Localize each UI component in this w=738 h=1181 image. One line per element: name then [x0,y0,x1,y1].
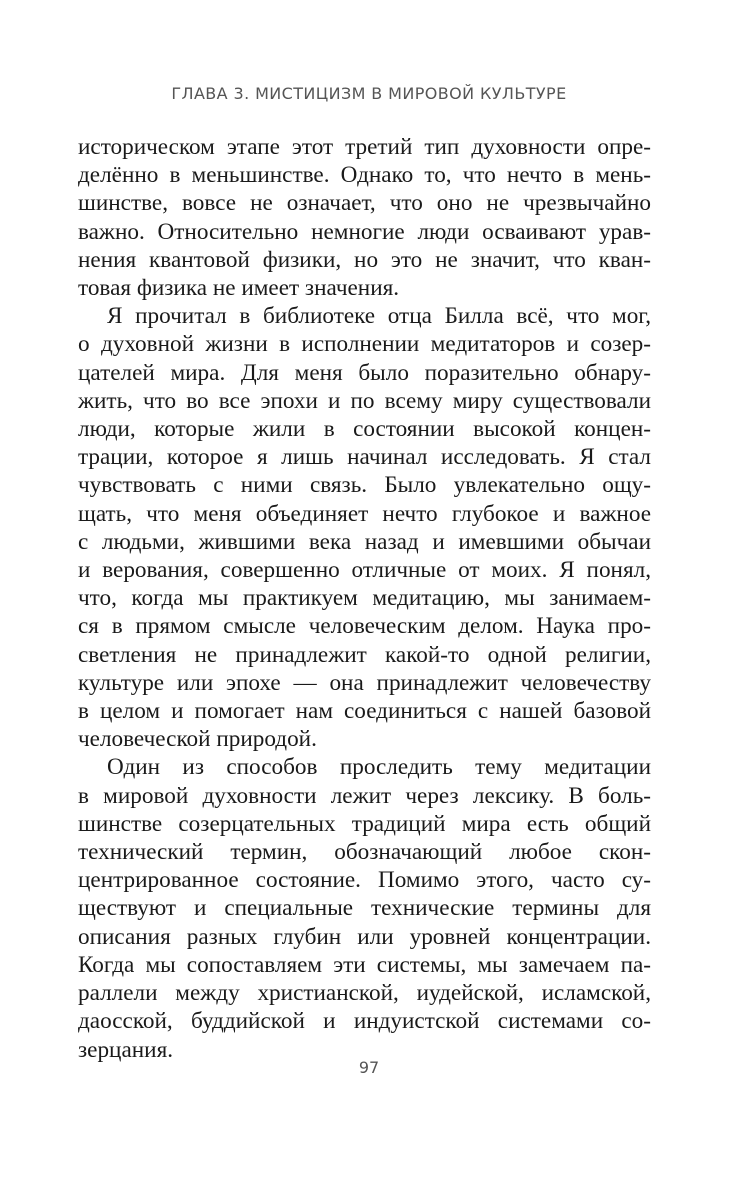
text-line: Один из способов проследить тему медитации [107,754,651,781]
text-line: цателей мира. Для меня было поразительно обнару- [78,359,651,386]
text-line: шинстве, вовсе не означает, что оно не чрезвычайно [78,190,651,217]
text-line: раллели между христианской, иудейской, исламской, [78,980,651,1007]
text-line: ся в прямом смысле человеческим делом. Наука про- [78,613,651,640]
text-line: с людьми, жившими века назад и имевшими обычаи [78,528,651,555]
text-line: зерцания. [78,1036,174,1063]
text-line: нения квантовой физики, но это не значит, что кван- [78,246,651,273]
text-line: что, когда мы практикуем медитацию, мы занимаем- [78,585,651,612]
text-line: даосской, буддийской и индуистской системами со- [78,1008,651,1035]
body-text [78,133,651,1064]
text-line: ществуют и специальные технические термины для [78,895,651,922]
text-line: делённо в меньшинстве. Однако то, что нечто в мень- [78,162,651,189]
text-line: щать, что меня объединяет нечто глубокое и важное [78,500,651,527]
text-line: шинстве созерцательных традиций мира есть общий [78,810,651,837]
text-line: чувствовать с ними связь. Было увлекательно ощу- [78,472,651,499]
text-line: и верования, совершенно отличные от моих. Я понял, [78,557,651,584]
text-line: центрированное состояние. Помимо этого, часто су- [78,867,651,894]
text-line: светления не принадлежит какой-то одной религии, [78,641,651,668]
text-line: товая физика не имеет значения. [78,275,400,302]
text-line: технический термин, обозначающий любое скон- [78,839,651,866]
text-line: важно. Относительно немногие люди осваивают урав- [78,218,651,245]
text-line: в мировой духовности лежит через лексику. В боль- [78,782,651,809]
text-line: люди, которые жили в состоянии высокой концен- [78,416,651,443]
text-line: Когда мы сопоставляем эти системы, мы замечаем па- [78,951,651,978]
text-line: Я прочитал в библиотеке отца Билла всё, что мог, [107,303,651,330]
text-line: в целом и помогает нам соединиться с нашей базовой [78,698,651,725]
text-line: трации, которое я лишь начинал исследовать. Я стал [78,444,651,471]
text-line: человеческой природой. [78,726,317,753]
text-line: культуре или эпохе — она принадлежит человечеству [78,669,651,696]
text-line: описания разных глубин или уровней концентрации. [78,923,651,950]
text-line: о духовной жизни в исполнении медитаторов и созер- [78,331,651,358]
text-line: жить, что во все эпохи и по всему миру существовали [78,387,651,414]
page-number: 97 [358,1058,380,1077]
running-head: ГЛАВА 3. МИСТИЦИЗМ В МИРОВОЙ КУЛЬТУРЕ [171,84,567,103]
text-line: историческом этапе этот третий тип духовности опре- [78,134,651,160]
